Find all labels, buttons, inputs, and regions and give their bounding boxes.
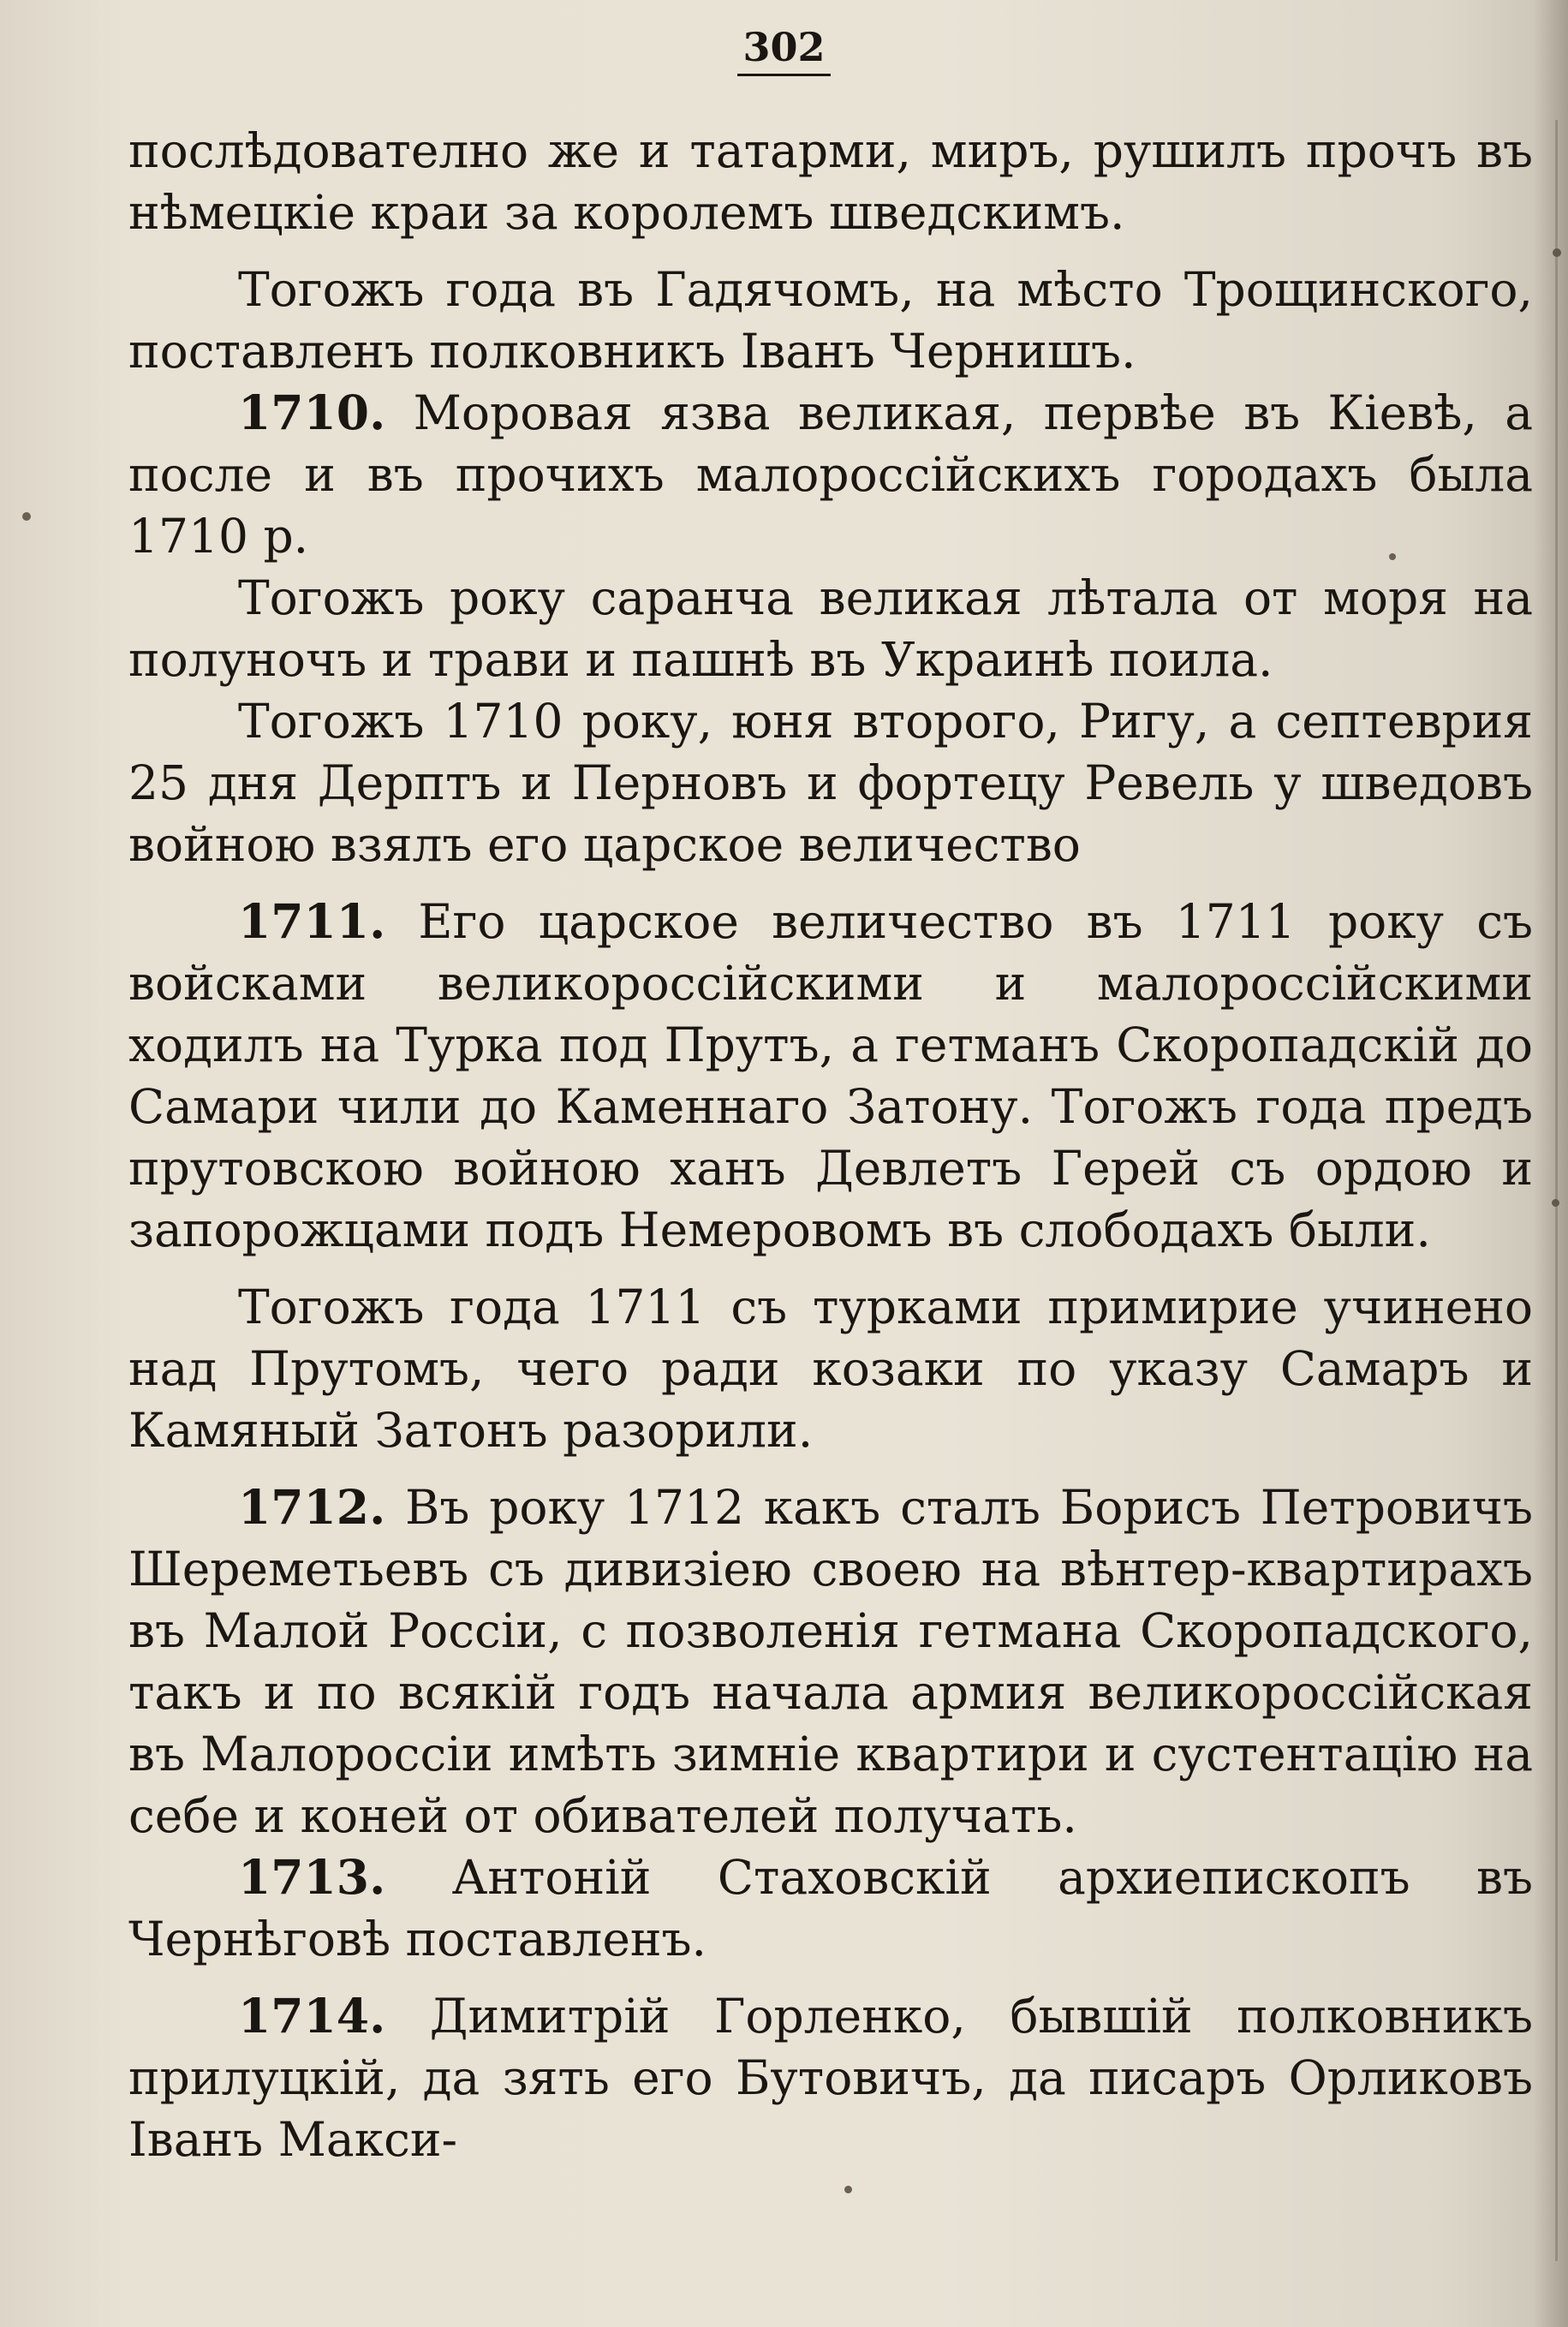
paragraph	[128, 1985, 1533, 2170]
paragraph-text: Тогожъ года въ Гадячомъ, на мѣсто Трощинского, поставленъ полковникъ Іванъ Чернишъ.	[128, 262, 1533, 379]
paragraph	[128, 1477, 1533, 1847]
year-heading: 1714.	[238, 1988, 386, 2044]
paragraph	[128, 120, 1533, 243]
ink-speck	[1553, 248, 1561, 257]
page-number-text: 302	[737, 24, 830, 76]
ink-speck	[844, 2186, 852, 2193]
ink-speck	[1389, 553, 1396, 560]
page-body	[128, 120, 1533, 2170]
page-edge-shadow	[1555, 120, 1558, 2261]
paragraph	[128, 259, 1533, 382]
paragraph-text: Его царское величество въ 1711 року съ войсками великороссійскими и малороссійскими ходилъ на Турка под Прутъ, а гетманъ Скоропадскій до Самари чили до Каменнаго Затону. Тогожъ года предъ прутовскою войною ханъ Девлетъ Герей съ ордою и запорожцами подъ Немеровомъ въ слободахъ были.	[128, 894, 1533, 1257]
year-heading: 1712.	[238, 1479, 386, 1535]
paragraph-text: Моровая язва великая, первѣе въ Кіевѣ, а после и въ прочихъ малороссійскихъ городахъ была 1710 р.	[128, 385, 1533, 564]
paragraph	[128, 567, 1533, 690]
year-heading: 1710.	[238, 385, 386, 440]
paragraph	[128, 382, 1533, 567]
ink-speck	[1552, 1199, 1559, 1207]
paragraph-text: Тогожъ року саранча великая лѣтала от моря на полуночъ и трави и пашнѣ въ Украинѣ поила.	[128, 570, 1533, 687]
ink-speck	[22, 512, 31, 521]
page-number	[0, 24, 1568, 76]
year-heading: 1711.	[238, 893, 386, 949]
paragraph-text: Антоній Стаховскій архиепископъ въ Чернѣговѣ поставленъ.	[128, 1850, 1533, 1966]
paragraph	[128, 1847, 1533, 1970]
paragraph-text: Тогожъ года 1711 съ турками примирие учинено над Прутомъ, чего ради козаки по указу Самаръ и Камяный Затонъ разорили.	[128, 1280, 1533, 1458]
paragraph	[128, 1276, 1533, 1461]
year-heading: 1713.	[238, 1849, 386, 1905]
paragraph-text: Димитрій Горленко, бывшій полковникъ прилуцкій, да зять его Бутовичъ, да писаръ Орликовъ Іванъ Макси-	[128, 1989, 1533, 2167]
paragraph	[128, 891, 1533, 1261]
paragraph	[128, 690, 1533, 875]
paragraph-text: послѣдователно же и татарми, миръ, рушилъ прочъ въ нѣмецкіе краи за королемъ шведскимъ.	[128, 123, 1533, 240]
paragraph-text: Въ року 1712 какъ сталъ Борисъ Петровичъ Шереметьевъ съ дивизіею своею на вѣнтер-квартирахъ въ Малой Россіи, с позволенія гетмана Скоропадского, такъ и по всякій годъ начала армия великороссійская въ Малороссіи имѣть зимніе квартири и сустентацію на себе и коней от обивателей получать.	[128, 1480, 1533, 1843]
paragraph-text: Тогожъ 1710 року, юня второго, Ригу, а септеврия 25 дня Дерптъ и Перновъ и фортецу Ревель у шведовъ войною взялъ его царское величество	[128, 694, 1533, 872]
